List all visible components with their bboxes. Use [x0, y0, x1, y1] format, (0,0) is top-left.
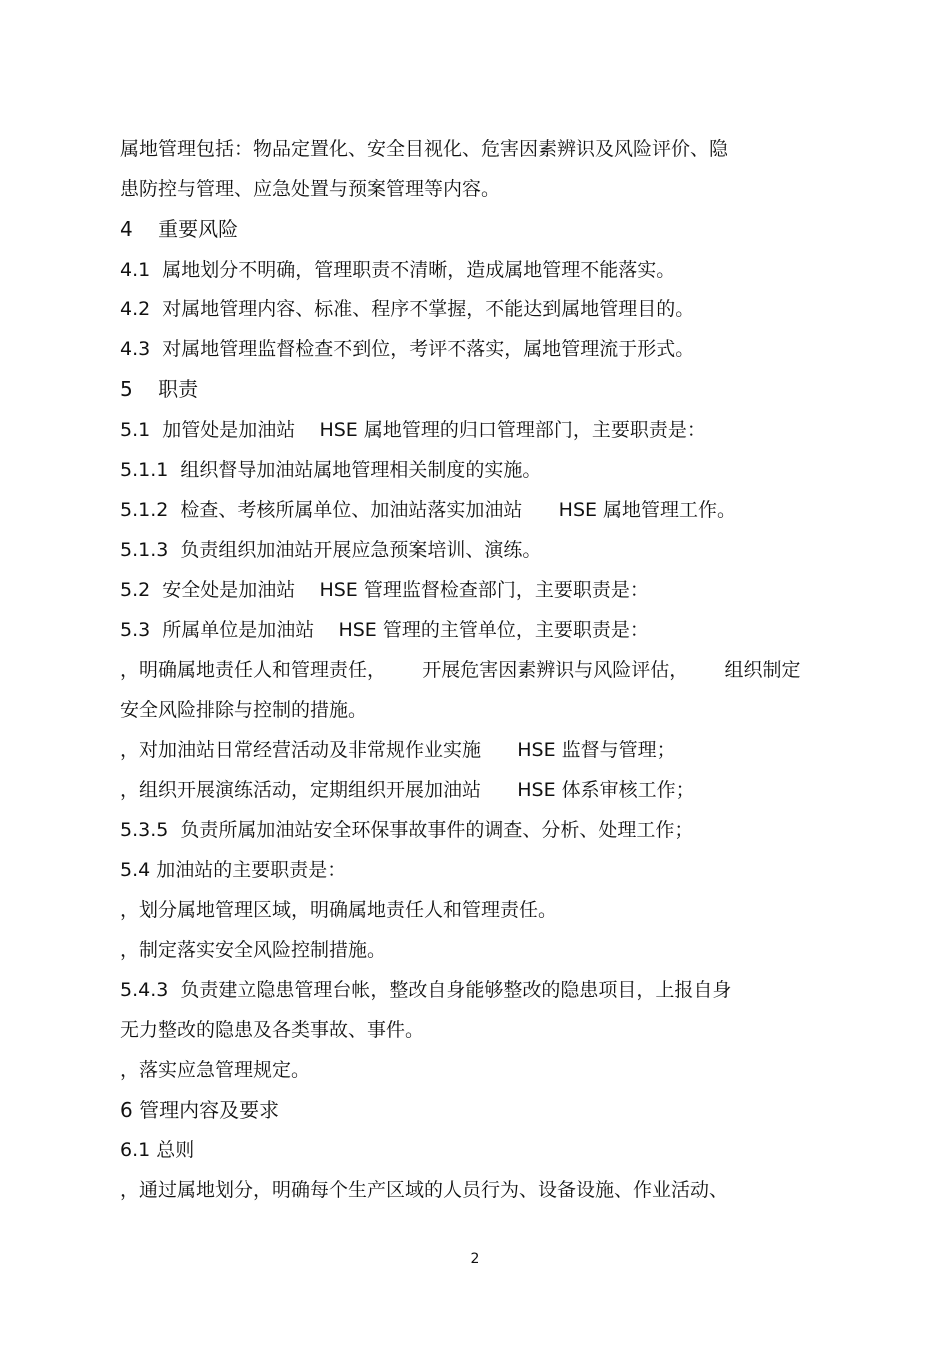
- paragraph-line: ，对加油站日常经营活动及非常规作业实施 HSE 监督与管理；: [120, 739, 676, 761]
- page-number: 2: [470, 1251, 480, 1267]
- paragraph-line: ，组织开展演练活动，定期组织开展加油站 HSE 体系审核工作；: [120, 779, 695, 801]
- paragraph-line: 属地管理包括：物品定置化、安全目视化、危害因素辨识及风险评价、隐: [120, 138, 729, 160]
- paragraph-line: 4.2 对属地管理内容、标准、程序不掌握，不能达到属地管理目的。: [120, 298, 695, 320]
- paragraph-line: 4.1 属地划分不明确，管理职责不清晰，造成属地管理不能落实。: [120, 259, 676, 281]
- paragraph-line: 无力整改的隐患及各类事故、事件。: [120, 1019, 425, 1041]
- paragraph-line: 安全风险排除与控制的措施。: [120, 699, 368, 721]
- section-heading: 4 重要风险: [120, 217, 239, 241]
- paragraph-line: 5.1 加管处是加油站 HSE 属地管理的归口管理部门，主要职责是：: [120, 419, 706, 441]
- paragraph-line: ，划分属地管理区域，明确属地责任人和管理责任。: [120, 899, 558, 921]
- paragraph-line: 5.2 安全处是加油站 HSE 管理监督检查部门，主要职责是：: [120, 579, 649, 601]
- paragraph-line: 5.1.1 组织督导加油站属地管理相关制度的实施。: [120, 459, 542, 481]
- paragraph-line: 5.1.3 负责组织加油站开展应急预案培训、演练。: [120, 539, 542, 561]
- paragraph-line: 5.1.2 检查、考核所属单位、加油站落实加油站 HSE 属地管理工作。: [120, 499, 737, 521]
- paragraph-line: ，制定落实安全风险控制措施。: [120, 939, 387, 961]
- paragraph-line: 5.4 加油站的主要职责是：: [120, 859, 347, 881]
- paragraph-line: ，明确属地责任人和管理责任， 开展危害因素辨识与风险评估， 组织制定: [120, 659, 801, 681]
- paragraph-line: 4.3 对属地管理监督检查不到位，考评不落实，属地管理流于形式。: [120, 338, 695, 360]
- paragraph-line: 5.3.5 负责所属加油站安全环保事故事件的调查、分析、处理工作；: [120, 819, 694, 841]
- paragraph-line: 6.1 总则: [120, 1139, 195, 1161]
- paragraph-line: ，通过属地划分，明确每个生产区域的人员行为、设备设施、作业活动、: [120, 1179, 729, 1201]
- paragraph-line: ，落实应急管理规定。: [120, 1059, 311, 1081]
- section-heading: 6 管理内容及要求: [120, 1098, 280, 1122]
- paragraph-line: 患防控与管理、应急处置与预案管理等内容。: [120, 178, 501, 200]
- paragraph-line: 5.4.3 负责建立隐患管理台帐，整改自身能够整改的隐患项目，上报自身: [120, 979, 732, 1001]
- paragraph-line: 5.3 所属单位是加油站 HSE 管理的主管单位，主要职责是：: [120, 619, 649, 641]
- section-heading: 5 职责: [120, 377, 199, 401]
